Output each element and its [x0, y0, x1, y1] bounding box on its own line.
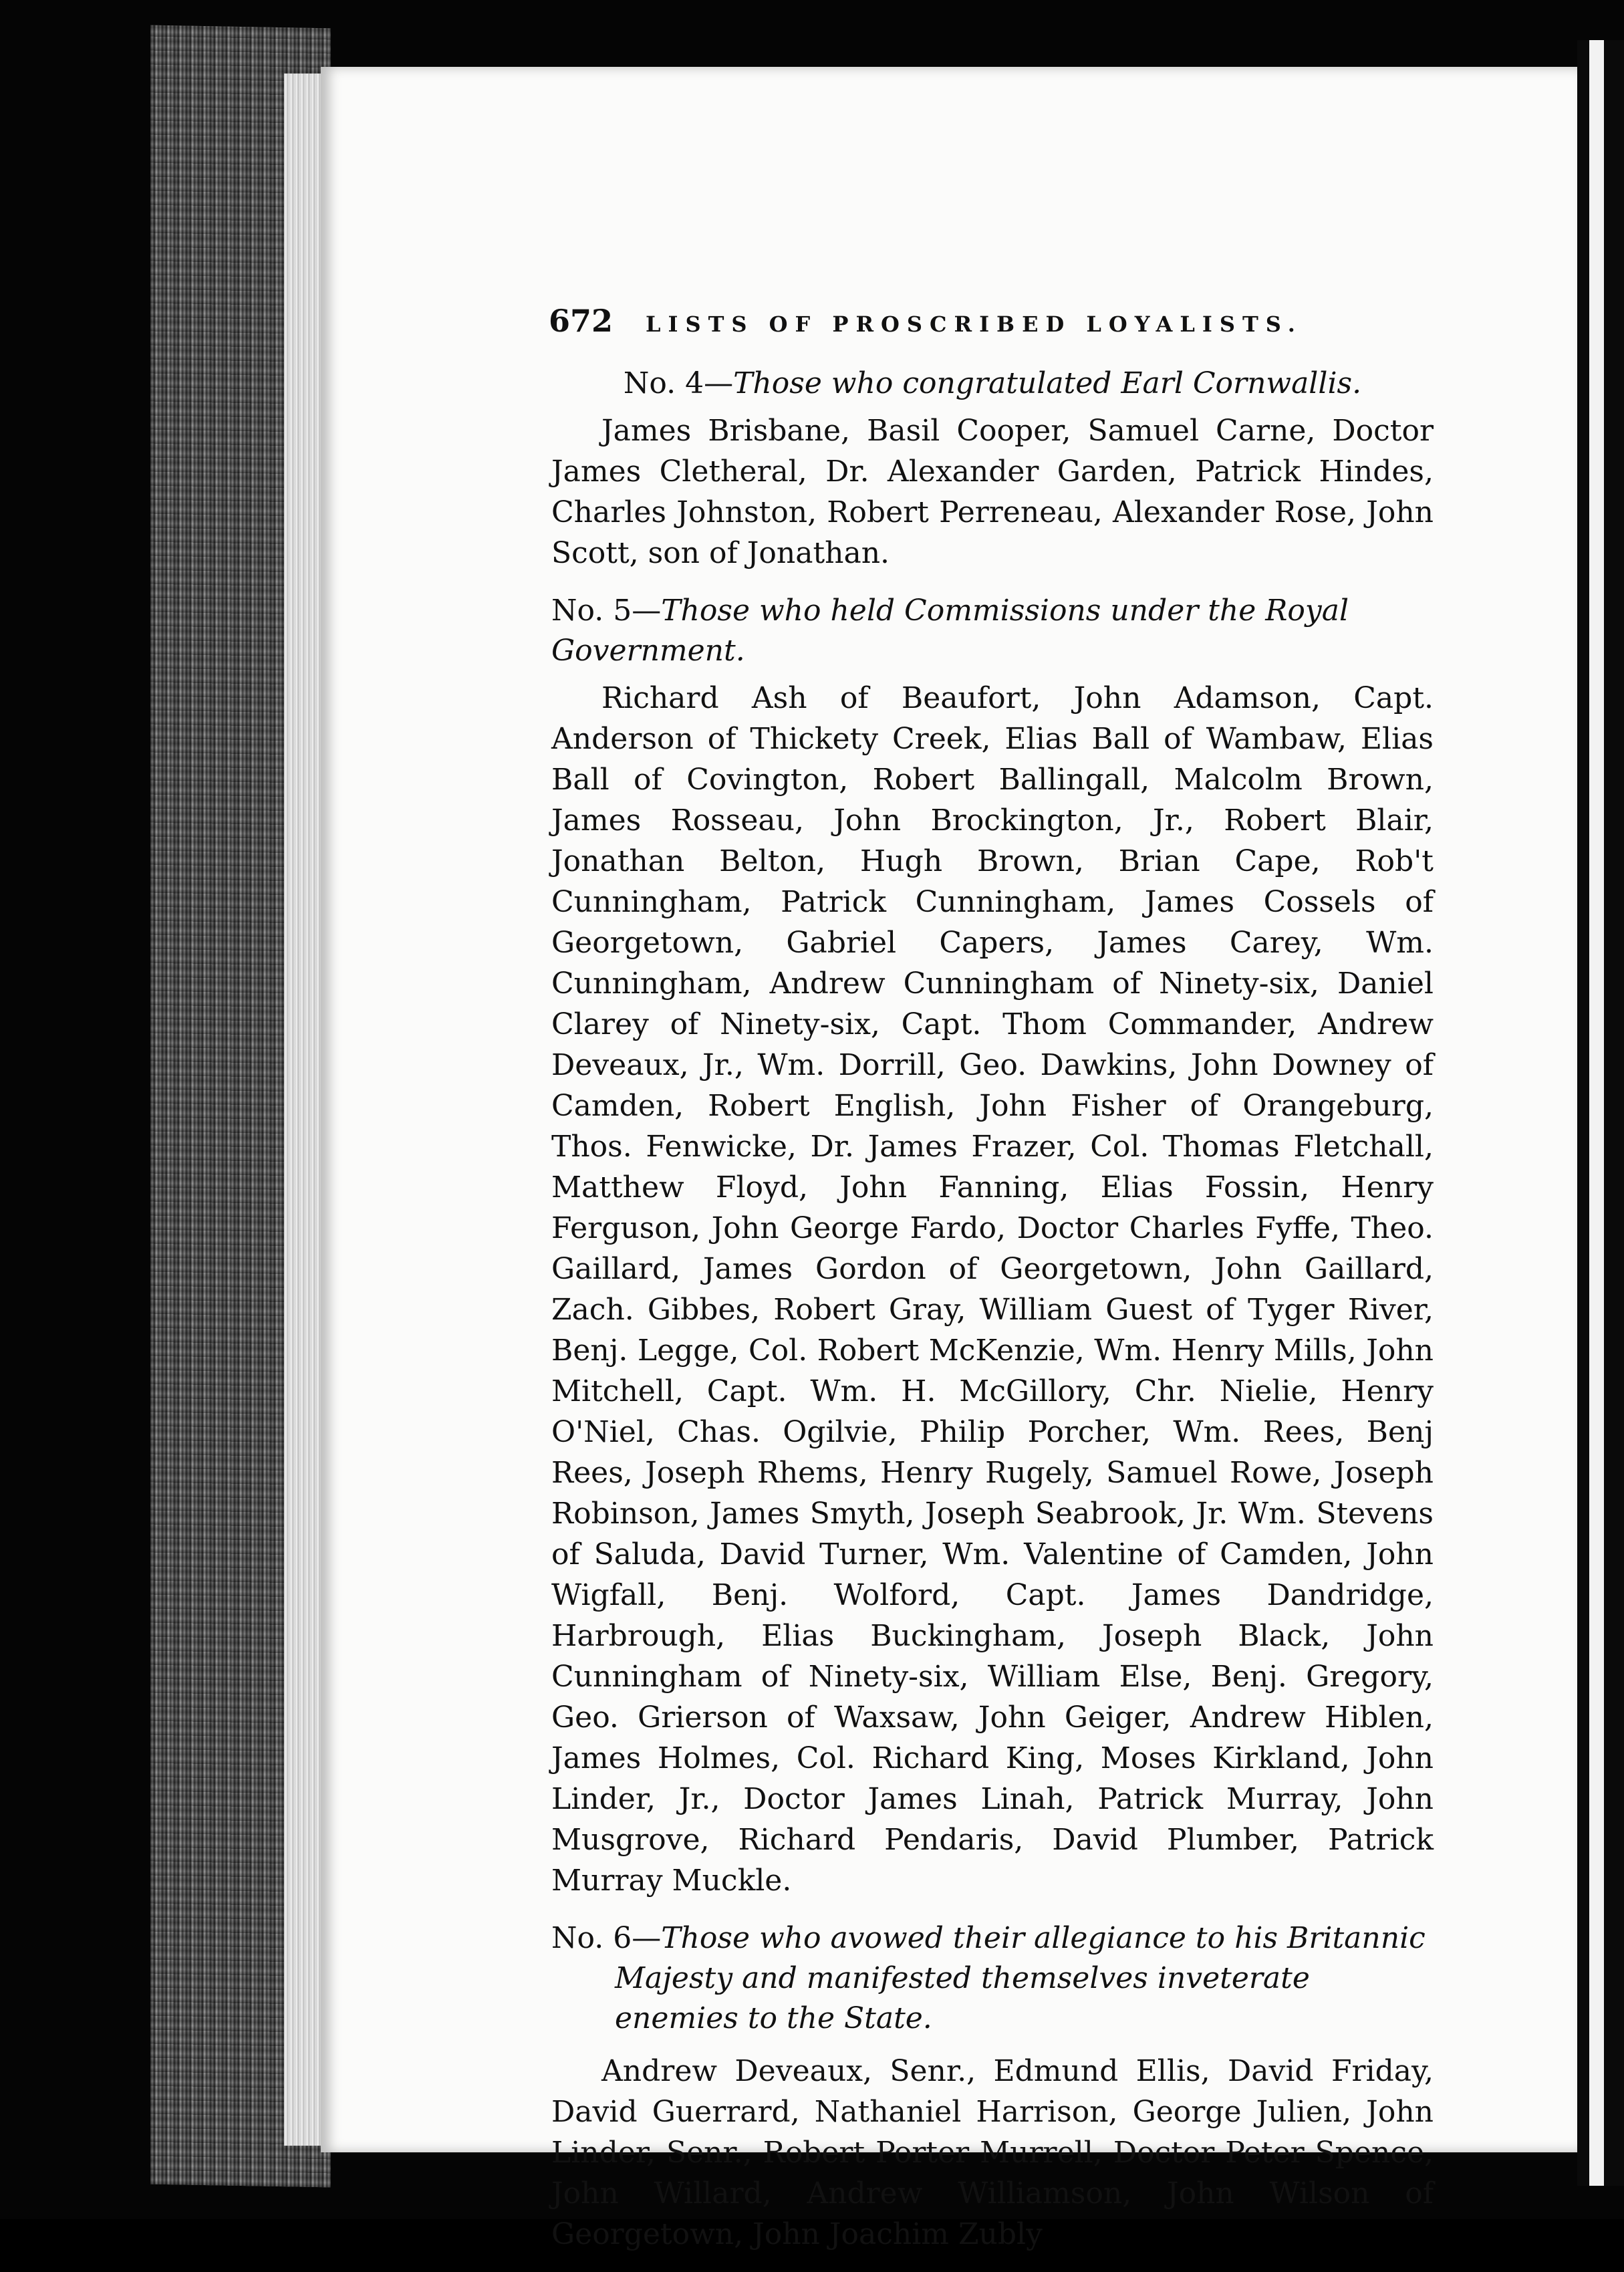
section-title: Those who congratulated Earl Cornwallis. — [733, 366, 1362, 400]
section-names-no5: Richard Ash of Beaufort, John Adamson, Capt. Anderson of Thickety Creek, Elias Ball of Wambaw, Elias Ball of Covington, Robert Ballingall, Malcolm Brown, James Rosseau, John Brockington, Jr., Robert Blair, Jonathan Belton, Hugh Brown, Brian Cape, Rob't Cunningham, Patrick Cunningham, James Cossels of Georgetown, Gabriel Capers, James Carey, Wm. Cunningham, Andrew Cunningham of Ninety-six, Daniel Clarey of Ninety-six, Capt. Thom Commander, Andrew Deveaux, Jr., Wm. Dorrill, Geo. Dawkins, John Downey of Camden, Robert English, John Fisher of Orangeburg, Thos. Fenwicke, Dr. James Frazer, Col. Thomas Fletchall, Matthew Floyd, John Fanning, Elias Fossin, Henry Ferguson, John George Fardo, Doctor Charles Fyffe, Theo. Gaillard, James Gordon of Georgetown, John Gaillard, Zach. Gibbes, Robert Gray, William Guest of Tyger River, Benj. Legge, Col. Robert McKenzie, Wm. Henry Mills, John Mitchell, Capt. Wm. H. McGillory, Chr. Nielie, Henry O'Niel, Chas. Ogilvie, Philip Porcher, Wm. Rees, Benj Rees, Joseph Rhems, Henry Rugely, Samuel Rowe, Joseph Robinson, James Smyth, Joseph Seabrook, Jr. Wm. Stevens of Saluda, David Turner, Wm. Valentine of Camden, John Wigfall, Benj. Wolford, Capt. James Dandridge, Harbrough, Elias Buckingham, Joseph Black, John Cunningham of Ninety-six, William Else, Benj. Gregory, Geo. Grierson of Waxsaw, John Geiger, Andrew Hiblen, James Holmes, Col. Richard King, Moses Kirkland, John Linder, Jr., Doctor James Linah, Patrick Murray, John Musgrove, Richard Pendaris, David Plumber, Patrick Murray Muckle. — [551, 681, 1434, 1898]
section-heading-no5: No. 5—Those who held Commissions under the Royal Government. — [551, 594, 1349, 668]
facing-page-edge — [1577, 40, 1624, 2186]
section-heading-no4: No. 4—Those who congratulated Earl Cornwallis. — [623, 366, 1362, 400]
running-title: LISTS OF PROSCRIBED LOYALISTS. — [646, 311, 1303, 337]
section-title: Those who held Commissions under the Royal Government. — [551, 594, 1349, 668]
section-names-no4: James Brisbane, Basil Cooper, Samuel Carne, Doctor James Cletheral, Dr. Alexander Garden, Patrick Hindes, Charles Johnston, Robert Perreneau, Alexander Rose, John Scott, son of Jonathan. — [551, 414, 1434, 570]
section-number: No. 5 — [551, 594, 632, 628]
section-heading-no6: No. 6—Those who avowed their allegiance to his Britannic Majesty and manifested themselves inveterate enemies to the State. — [551, 1921, 1426, 2035]
section-title: Those who avowed their allegiance to his Britannic Majesty and manifested themselves inveterate enemies to the State. — [615, 1921, 1426, 2035]
page-number: 672 — [549, 303, 614, 339]
section-names-no6: Andrew Deveaux, Senr., Edmund Ellis, David Friday, David Guerrard, Nathaniel Harrison, George Julien, John Linder, Senr., Robert Porter Murrell, Doctor Peter Spence, John Willard, Andrew Williamson, John Wilson of Georgetown, John Joachim Zubly — [551, 2054, 1434, 2251]
page-text — [551, 301, 1434, 2272]
running-head — [549, 301, 1434, 345]
section-number: No. 4 — [623, 366, 704, 400]
section-number: No. 6 — [551, 1921, 632, 1955]
